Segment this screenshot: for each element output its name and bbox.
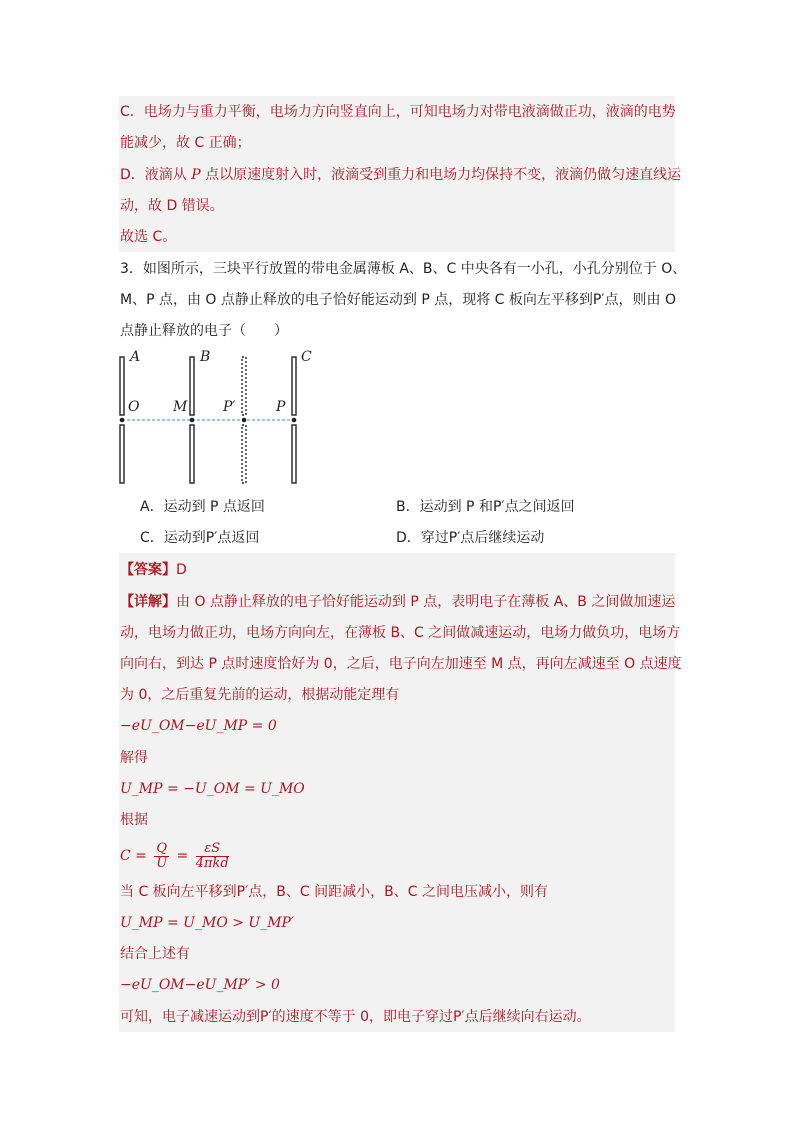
label-m: M [173,399,188,415]
point-p-prime [242,418,247,423]
option-d: D．穿过P′点后继续运动 [396,530,545,546]
label-o: O [128,399,140,415]
detail-line5: 当 C 板向左平移到P′点，B、C 间距减小，B、C 之间电压减小，则有 [120,884,548,900]
equation-1: −eU_OM−eU_MP = 0 [120,718,277,734]
point-p [292,418,297,423]
detail-line2: 动，电场力做正功，电场方向向左，在薄板 B、C 之间做减速运动，电场力做负功，电场方 [120,625,681,641]
label-p: P [276,399,286,415]
option-b: B．运动到 P 和P′点之间返回 [396,499,575,515]
detail-combine: 结合上述有 [120,946,190,962]
label-b: B [200,349,211,365]
equation-2: U_MP = −U_OM = U_MO [120,781,305,797]
fraction-es-4pikd: $\frac{\varepsilon S}{\text{4πkd}}$ [195,840,229,871]
point-m [190,418,195,423]
label-p-prime: P′ [223,399,236,415]
detail-line3: 向向右，到达 P 点时速度恰好为 0，之后，电子向左加速至 M 点，再向左减速至 O 点速度 [120,656,682,672]
equation-3: C = $\frac{Q}{U}$ = $\frac{\varepsilon S}{\text{4πkd}}$ [120,840,229,871]
solution-choice: 故选 C。 [120,229,177,245]
detail-basis: 根据 [120,812,148,828]
fraction-q-u: $\frac{Q}{U}$ [156,840,168,871]
detail-line1: 【详解】由 O 点静止释放的电子恰好能运动到 P 点，表明电子在薄板 A、B 之间做加速运 [120,594,676,610]
answer-line: 【答案】D [120,562,187,578]
solution-d-line2: 动，故 D 错误。 [120,198,224,214]
question-line2: M、P 点，由 O 点静止释放的电子恰好能运动到 P 点，现将 C 板向左平移到P′点，则由 O [120,292,676,308]
option-c: C．运动到P′点返回 [140,530,260,546]
question-line3: 点静止释放的电子（ ） [120,323,288,339]
equation-5: −eU_OM−eU_MP′ > 0 [120,977,280,993]
detail-solve: 解得 [120,750,148,766]
point-o [120,418,125,423]
detail-line4: 为 0，之后重复先前的运动，根据动能定理有 [120,687,400,703]
solution-c-line2: 能减少，故 C 正确； [120,135,251,151]
label-c: C [301,349,312,365]
solution-d-line1: D．液滴从 P 点以原速度射入时，液滴受到重力和电场力均保持不变，液滴仍做匀速直线运 [120,167,682,183]
option-a: A．运动到 P 点返回 [140,499,265,515]
equation-4: U_MP = U_MO > U_MP′ [120,915,295,931]
question-line1: 3．如图所示，三块平行放置的带电金属薄板 A、B、C 中央各有一小孔，小孔分别位于 O、 [120,261,687,277]
solution-c-line1: C．电场力与重力平衡，电场力方向竖直向上，可知电场力对带电液滴做正功，液滴的电势 [120,104,676,120]
plates-figure [112,345,322,490]
label-a: A [130,349,141,365]
detail-conclusion: 可知，电子减速运动到P′的速度不等于 0，即电子穿过P′点后继续向右运动。 [120,1009,591,1025]
